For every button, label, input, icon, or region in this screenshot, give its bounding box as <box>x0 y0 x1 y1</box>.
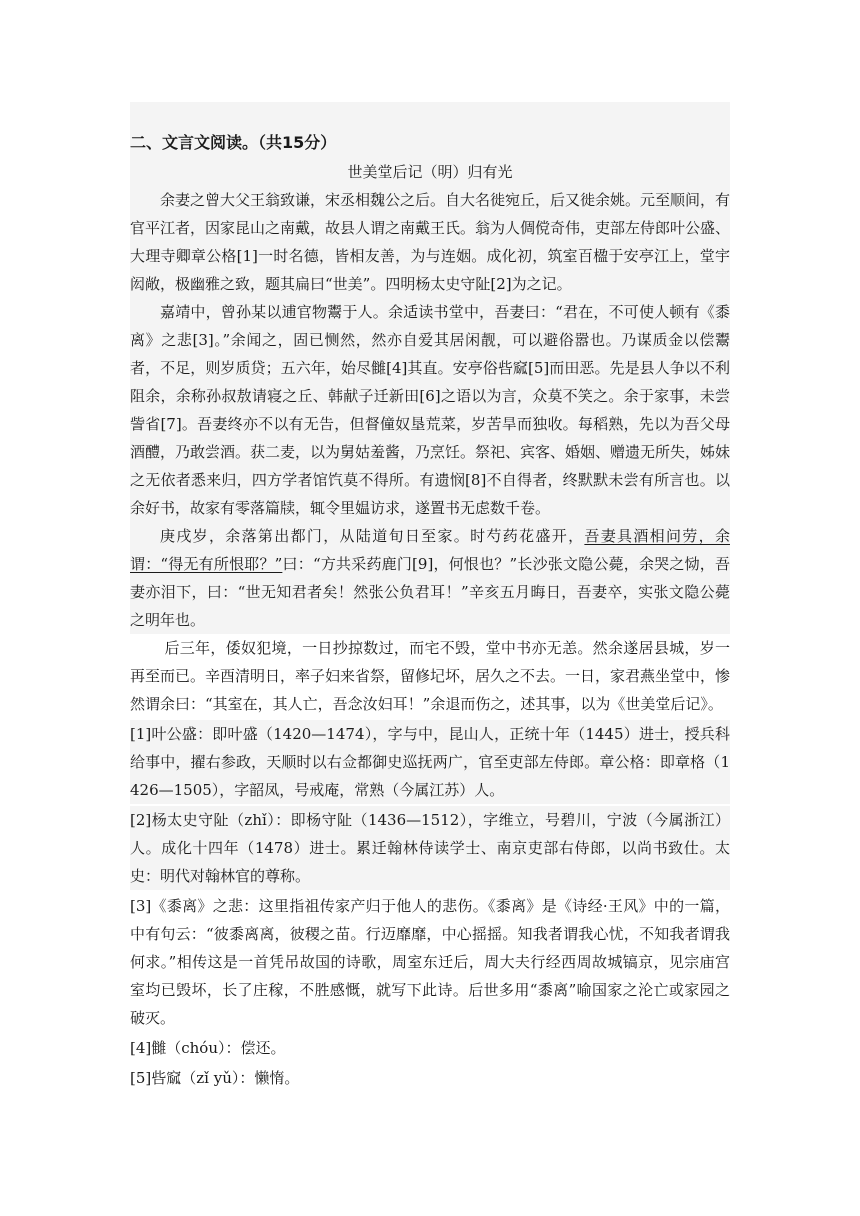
paragraph-4: 后三年，倭奴犯境，一日抄掠数过，而宅不毁，堂中书亦无恙。然余遂居县城，岁一再至而已。辛酉清明日，率子妇来省祭，留修圮坏，居久之不去。一日，家君燕坐堂中，惨然谓余曰：“其室在，其人亡，吾念汝妇耳！”余退而伤之，述其事，以为《世美堂后记》。 <box>130 639 731 713</box>
paragraph-2: 嘉靖中，曾孙某以逋官物鬻于人。余适读书堂中，吾妻曰：“君在，不可使人顿有《黍离》之悲[3]。”余闻之，固已恻然，然亦自爱其居闲靓，可以避俗嚣也。乃谋质金以偿鬻者，不足，则岁质贷；五六年，始尽雠[4]其直。安亭俗呰窳[5]而田恶。先是县人争以不利阻余，余称孙叔敖请寝之丘、韩献子迁新田[6]之语以为言，众莫不笑之。余于家事，未尝訾省[7]。吾妻终亦不以有无告，但督僮奴垦荒菜，岁苦旱而独收。每稻熟，先以为吾父母酒醴，乃敢尝酒。获二麦，以为舅姑羞酱，乃烹饪。祭祀、宾客、婚姻、赠遗无所失，姊妹之无依者悉来归，四方学者馆饩莫不得所。有遗悯[8]不自得者，终默默未尝有所言也。以余好书，故家有零落篇牍，辄令里媪访求，遂置书无虑数千卷。 <box>130 303 731 517</box>
paragraph-3-part-b: 曰：“方共采药鹿门[9]，何恨也？”长沙张文隐公薨，余哭之恸，吾妻亦泪下，曰：“世无知君者矣！然张公负君耳！”辛亥五月晦日，吾妻卒，实张文隐公薨之明年也。 <box>130 555 730 629</box>
footnote-5: [5]呰窳（zǐ yǔ）：懒惰。 <box>130 1069 300 1087</box>
footnote-3: [3]《黍离》之悲：这里指祖传家产归于他人的悲伤。《黍离》是《诗经·王风》中的一篇，中有句云：“彼黍离离，彼稷之苗。行迈靡靡，中心摇摇。知我者谓我心忧，不知我者谓我何求。”相传这是一首凭吊故国的诗歌，周室东迁后，周大夫行经西周故城镐京，见宗庙宫室均已毁坏，长了庄稼，不胜感慨，就写下此诗。后世多用“黍离”喻国家之沦亡或家园之破灭。 <box>130 897 730 1027</box>
document-page <box>130 102 730 1092</box>
underlined-sentence: 吾妻具酒相问劳，余谓：“得无有所恨耶？” <box>130 527 730 573</box>
section-heading: 二、文言文阅读。（共15分） <box>130 133 337 152</box>
essay-title: 世美堂后记（明）归有光 <box>347 163 513 181</box>
paragraph-3-part-a: 庚戌岁，余落第出都门，从陆道旬日至家。时芍药花盛开， <box>160 527 585 545</box>
footnote-1: [1]叶公盛：即叶盛（1420—1474），字与中，昆山人，正统十年（1445）进士，授兵科给事中，擢右参政，天顺时以右佥都御史巡抚两广，官至吏部左侍郎。章公格：即章格（1426—1505），字韶凤，号戒庵，常熟（今属江苏）人。 <box>130 720 730 804</box>
passage-block <box>130 102 730 634</box>
footnote-4: [4]雠（chóu）：偿还。 <box>130 1039 286 1057</box>
footnote-2: [2]杨太史守阯（zhǐ）：即杨守阯（1436—1512），字维立，号碧川，宁波（今属浙江）人。成化十四年（1478）进士。累迁翰林侍读学士、南京吏部右侍郎，以尚书致仕。太史：明代对翰林官的尊称。 <box>130 806 730 890</box>
paragraph-3 <box>130 522 730 634</box>
paragraph-1: 余妻之曾大父王翁致谦，宋丞相魏公之后。自大名徙宛丘，后又徙余姚。元至顺间，有官平江者，因家昆山之南戴，故县人谓之南戴王氏。翁为人倜傥奇伟，吏部左侍郎叶公盛、大理寺卿章公格[1]一时名德，皆相友善，为与连姻。成化初，筑室百楹于安亭江上，堂宇闳敞，极幽雅之致，题其扁曰“世美”。四明杨太史守阯[2]为之记。 <box>130 191 731 293</box>
